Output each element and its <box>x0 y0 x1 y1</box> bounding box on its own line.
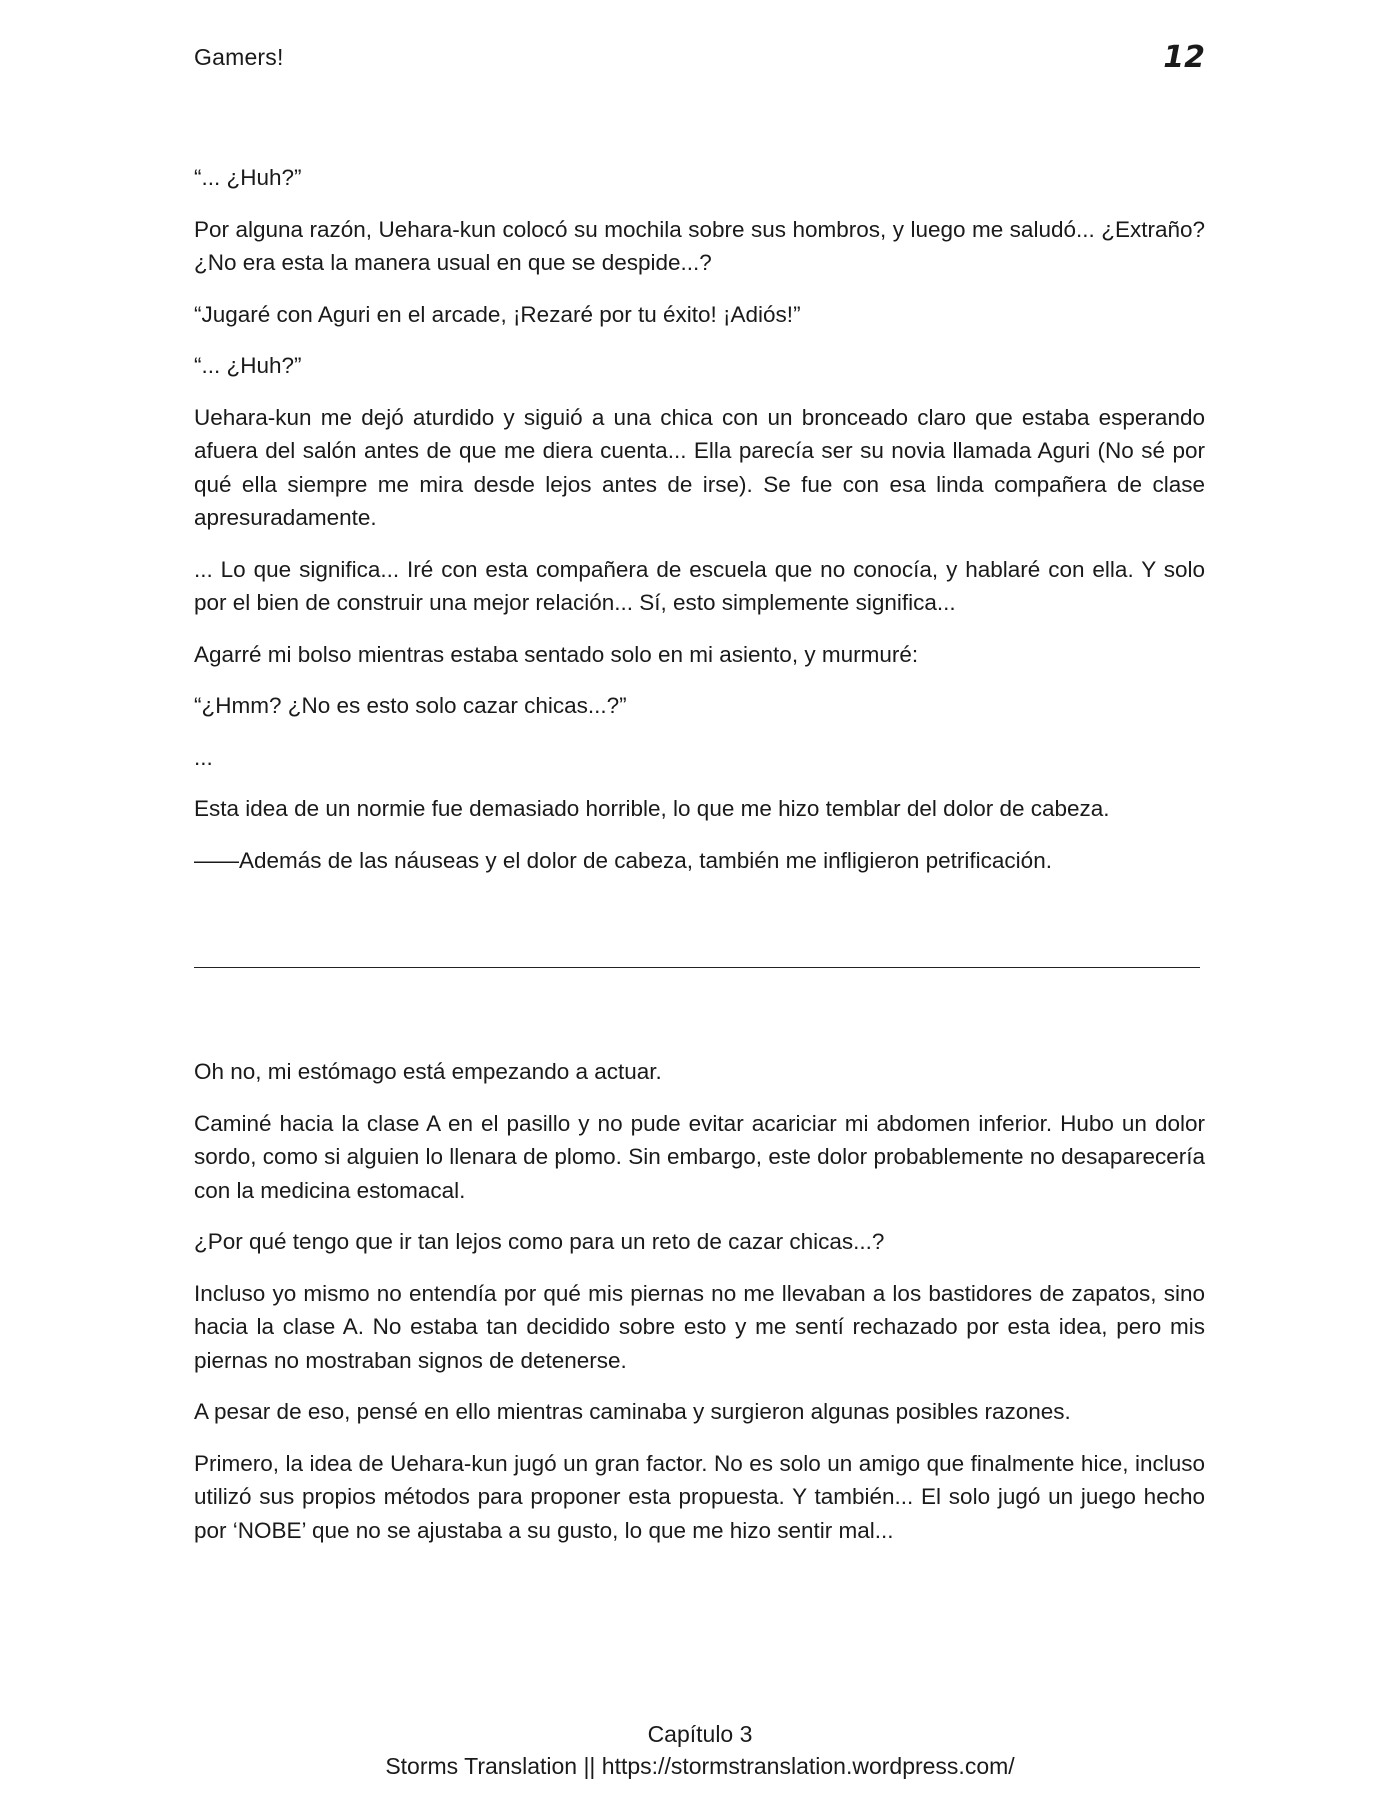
paragraph: “... ¿Huh?” <box>194 353 302 378</box>
text-section-2 <box>194 1055 1205 1565</box>
paragraph: Esta idea de un normie fue demasiado horrible, lo que me hizo temblar del dolor de cabeza. <box>194 796 1110 821</box>
page-footer <box>0 1718 1400 1782</box>
paragraph: Agarré mi bolso mientras estaba sentado solo en mi asiento, y murmuré: <box>194 641 919 667</box>
paragraph: “... ¿Huh?” <box>194 165 302 190</box>
text-section-1 <box>194 161 1205 895</box>
translator-credit: Storms Translation || https://stormstranslation.wordpress.com/ <box>385 1753 1015 1779</box>
paragraph: Uehara-kun me dejó aturdido y siguió a una chica con un bronceado claro que estaba esperando afuera del salón antes de que me diera cuenta... Ella parecía ser su novia llamada Aguri (No sé por qué ella siempre me mira desde lejos antes de irse). Se fue con esa linda compañera de clase apresuradamente. <box>194 404 1205 530</box>
page-number: 12 <box>1163 40 1205 75</box>
paragraph: ¿Por qué tengo que ir tan lejos como para un reto de cazar chicas...? <box>194 1229 885 1254</box>
paragraph: Oh no, mi estómago está empezando a actuar. <box>194 1059 662 1084</box>
paragraph: Caminé hacia la clase A en el pasillo y no pude evitar acariciar mi abdomen inferior. Hubo un dolor sordo, como si alguien lo llenara de plomo. Sin embargo, este dolor probablemente no desaparecería con la medicina estomacal. <box>194 1110 1205 1203</box>
paragraph: Incluso yo mismo no entendía por qué mis piernas no me llevaban a los bastidores de zapatos, sino hacia la clase A. No estaba tan decidido sobre esto y me sentí rechazado por esta idea, pero mis piernas no mostraban signos de detenerse. <box>194 1280 1205 1373</box>
paragraph: ... Lo que significa... Iré con esta compañera de escuela que no conocía, y hablaré con ella. Y solo por el bien de construir una mejor relación... Sí, esto simplemente significa... <box>194 556 1205 615</box>
chapter-label: Capítulo 3 <box>647 1721 753 1747</box>
paragraph: “Jugaré con Aguri en el arcade, ¡Rezaré por tu éxito! ¡Adiós!” <box>194 301 801 327</box>
page-header <box>194 40 1205 76</box>
paragraph: ... <box>194 744 213 770</box>
paragraph: ——Además de las náuseas y el dolor de cabeza, también me infligieron petrificación. <box>194 847 1052 873</box>
section-divider <box>194 967 1200 968</box>
paragraph: Por alguna razón, Uehara-kun colocó su mochila sobre sus hombros, y luego me saludó... ¿Extraño? ¿No era esta la manera usual en que se despide...? <box>194 216 1205 275</box>
book-title: Gamers! <box>194 44 284 70</box>
paragraph: Primero, la idea de Uehara-kun jugó un gran factor. No es solo un amigo que finalmente hice, incluso utilizó sus propios métodos para proponer esta propuesta. Y también... El solo jugó un juego hecho por ‘NOBE’ que no se ajustaba a su gusto, lo que me hizo sentir mal... <box>194 1450 1205 1543</box>
paragraph: A pesar de eso, pensé en ello mientras caminaba y surgieron algunas posibles razones. <box>194 1399 1071 1424</box>
paragraph: “¿Hmm? ¿No es esto solo cazar chicas...?” <box>194 693 627 718</box>
